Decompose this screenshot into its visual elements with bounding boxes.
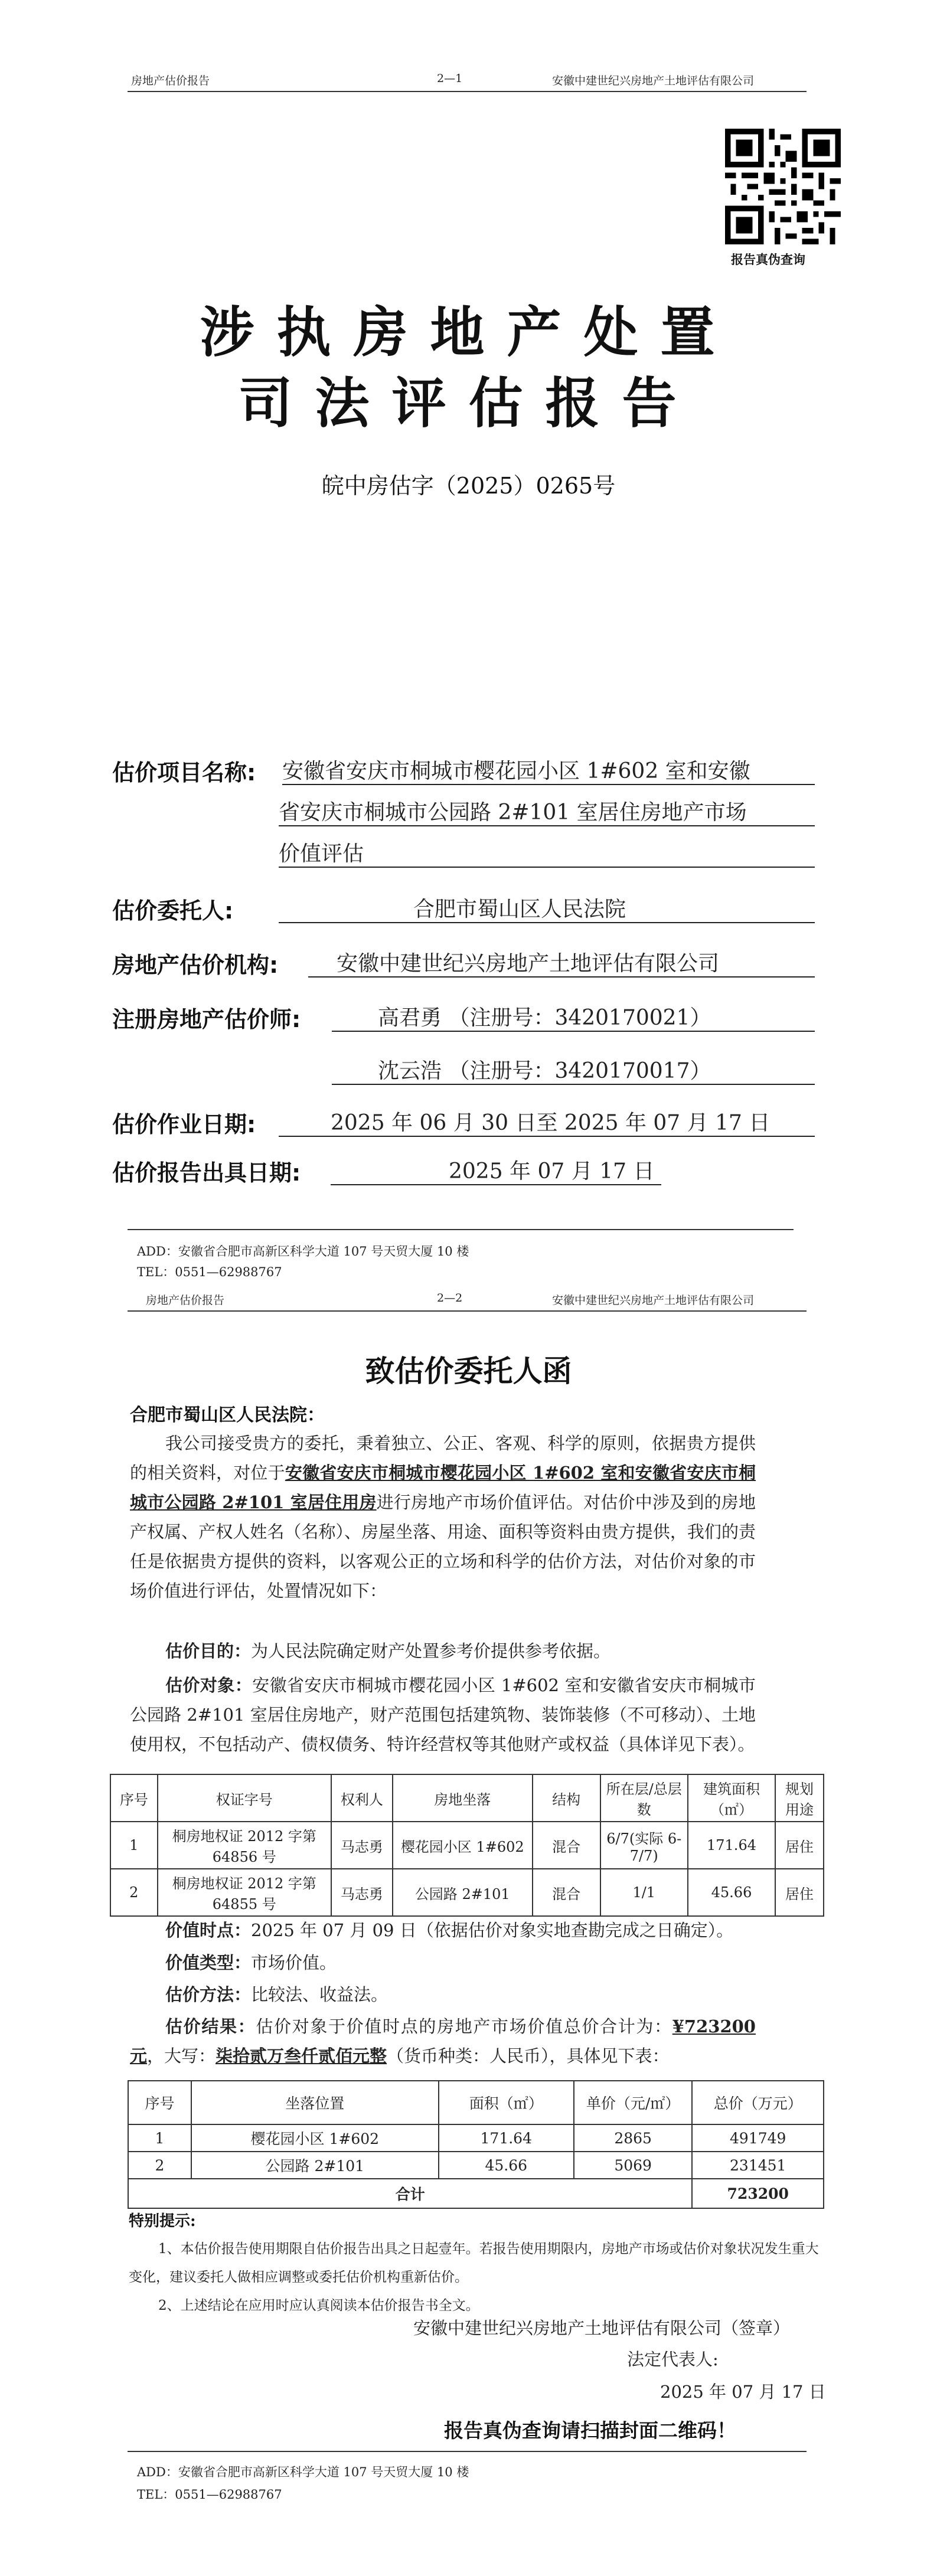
- project-underline3: [279, 867, 815, 868]
- appraiser-label: 注册房地产估价师:: [112, 1006, 301, 1032]
- notes-title: 特别提示:: [129, 2212, 196, 2230]
- cell: 混合: [533, 1822, 600, 1869]
- agency-value: 安徽中建世纪兴房地产土地评估有限公司: [337, 952, 720, 976]
- addressee: 合肥市蜀山区人民法院：: [130, 1405, 325, 1426]
- cell: 491749: [692, 2124, 824, 2152]
- cell: 6/7(实际 6-7/7): [600, 1822, 688, 1869]
- project-underline2: [279, 825, 815, 826]
- agency-underline: [308, 976, 815, 978]
- issuedate-label: 估价报告出具日期:: [112, 1160, 301, 1186]
- cell: 公园路 2#101: [191, 2152, 439, 2179]
- appraiser-2: 沈云浩 （注册号：3420170017）: [378, 1059, 711, 1083]
- total-value: 723200: [692, 2179, 824, 2208]
- cell: 混合: [533, 1869, 600, 1916]
- th-location: 房地坐落: [393, 1774, 533, 1822]
- th-owner: 权利人: [331, 1774, 393, 1822]
- cell: 1: [110, 1822, 158, 1869]
- verify-note: 报告真伪查询请扫描封面二维码！: [444, 2419, 736, 2442]
- cell: 1/1: [600, 1869, 688, 1916]
- workdate-underline: [279, 1136, 815, 1137]
- header-page-number: 2—1: [437, 72, 463, 85]
- header-right: 安徽中建世纪兴房地产土地评估有限公司: [552, 74, 755, 87]
- cell: 公园路 2#101: [393, 1869, 533, 1916]
- th-cert: 权证字号: [158, 1774, 331, 1822]
- legal-representative: 法定代表人:: [627, 2349, 719, 2369]
- note-2: 2、上述结论在应用时应认真阅读本估价报告书全文。: [158, 2298, 479, 2313]
- report-title-line2: 司法评估报告: [238, 372, 699, 435]
- appraiser1-underline: [332, 1031, 815, 1032]
- table-row: [128, 2124, 824, 2152]
- header-rule: [128, 91, 807, 92]
- client-value: 合肥市蜀山区人民法院: [413, 897, 626, 921]
- report-title-line1: 涉执房地产处置: [200, 301, 737, 364]
- signature-date: 2025 年 07 月 17 日: [660, 2382, 826, 2402]
- th-usage: 规划用途: [775, 1774, 824, 1822]
- cell: 171.64: [439, 2124, 574, 2152]
- cell: 45.66: [688, 1869, 775, 1916]
- cell: 2: [110, 1869, 158, 1916]
- footer-rule-2: [128, 2451, 807, 2452]
- table-row: [110, 1822, 824, 1869]
- th-area: 建筑面积（㎡）: [688, 1774, 775, 1822]
- report-number: 皖中房估字（2025）0265号: [321, 473, 616, 499]
- footer-tel: TEL：0551—62988767: [137, 1265, 282, 1279]
- cell: 居住: [775, 1869, 824, 1916]
- header-right-2: 安徽中建世纪兴房地产土地评估有限公司: [552, 1294, 755, 1307]
- th-structure: 结构: [533, 1774, 600, 1822]
- footer-address-2: ADD：安徽省合肥市高新区科学大道 107 号天贸大厦 10 楼: [137, 2465, 469, 2479]
- qr-caption: 报告真伪查询: [731, 252, 805, 267]
- th-floor: 所在层/总层数: [600, 1774, 688, 1822]
- project-line2: 省安庆市桐城市公园路 2#101 室居住房地产市场: [279, 800, 747, 825]
- project-line1: 安徽省安庆市桐城市樱花园小区 1#602 室和安徽: [282, 759, 750, 783]
- cell: 马志勇: [331, 1869, 393, 1916]
- cell: 居住: [775, 1822, 824, 1869]
- cell: 231451: [692, 2152, 824, 2179]
- project-line3: 价值评估: [279, 842, 364, 866]
- header-page-number-2: 2—2: [437, 1292, 463, 1305]
- project-label: 估价项目名称:: [112, 760, 256, 786]
- th-location: 坐落位置: [191, 2081, 439, 2124]
- project-underline1: [282, 784, 815, 785]
- issuedate-underline: [331, 1184, 661, 1185]
- total-row: [128, 2179, 824, 2208]
- cell: 45.66: [439, 2152, 574, 2179]
- footer-tel-2: TEL：0551—62988767: [137, 2487, 282, 2502]
- value-type-line: 价值类型：市场价值。: [165, 1953, 337, 1973]
- intro-paragraph: 我公司接受贵方的委托，秉着独立、公正、客观、科学的原则，依据贵方提供的相关资料，对位于安徽省安庆市桐城市樱花园小区 1#602 室和安徽省安庆市桐城市公园路 2#101 室居住用房进行房地产市场价值评估。对估价中涉及到的房地产权属、产权人姓名（名称）、房屋坐落、用途、面积等资料由贵方提供，我们的责任是依据贵方提供的资料，以客观公正的立场和科学的估价方法，对估价对象的市场价值进行评估，处置情况如下：: [130, 1433, 756, 1601]
- cell: 马志勇: [331, 1822, 393, 1869]
- note-1: 1、本估价报告使用期限自估价报告出具之日起壹年。若报告使用期限内，房地产市场或估价对象状况发生重大变化，建议委托人做相应调整或委托估价机构重新估价。: [129, 2241, 819, 2285]
- cell: 樱花园小区 1#602: [191, 2124, 439, 2152]
- result-paragraph: 估价结果：估价对象于价值时点的房地产市场价值总价合计为：¥723200 元，大写：柒拾贰万叁仟贰佰元整（货币种类：人民币），具体见下表：: [130, 2016, 756, 2066]
- qr-code-icon[interactable]: [725, 129, 841, 244]
- issuedate-value: 2025 年 07 月 17 日: [449, 1159, 655, 1184]
- cell: 2865: [574, 2124, 693, 2152]
- header-left: 房地产估价报告: [131, 74, 210, 87]
- cell: 5069: [574, 2152, 693, 2179]
- client-label: 估价委托人:: [112, 898, 234, 924]
- footer-address: ADD：安徽省合肥市高新区科学大道 107 号天贸大厦 10 楼: [137, 1244, 469, 1258]
- method-line: 估价方法：比较法、收益法。: [165, 1985, 388, 2005]
- th-unit-price: 单价（元/㎡）: [574, 2081, 693, 2124]
- cell: 樱花园小区 1#602: [393, 1822, 533, 1869]
- th-seq: 序号: [110, 1774, 158, 1822]
- header-left-2: 房地产估价报告: [146, 1294, 225, 1307]
- header-rule-2: [128, 1310, 807, 1312]
- purpose-line: 估价目的：为人民法院确定财产处置参考价提供参考依据。: [165, 1641, 611, 1661]
- workdate-value: 2025 年 06 月 30 日至 2025 年 07 月 17 日: [331, 1111, 771, 1135]
- object-paragraph: 估价对象：安徽省安庆市桐城市樱花园小区 1#602 室和安徽省安庆市桐城市公园路 2#101 室居住房地产，财产范围包括建筑物、装饰装修（不可移动）、土地使用权，不包括动产、债权债务、特许经营权等其他财产或权益（具体详见下表）。: [130, 1675, 756, 1754]
- cell: 桐房地权证 2012 字第 64855 号: [158, 1869, 331, 1916]
- th-total-price: 总价（万元）: [692, 2081, 824, 2124]
- agency-label: 房地产估价机构:: [112, 952, 279, 978]
- cell: 171.64: [688, 1822, 775, 1869]
- appraiser-1: 高君勇 （注册号：3420170021）: [378, 1006, 711, 1030]
- appraiser2-underline: [332, 1084, 815, 1085]
- value-time-line: 价值时点：2025 年 07 月 09 日（依据估价对象实地查勘完成之日确定）。: [165, 1920, 734, 1940]
- workdate-label: 估价作业日期:: [112, 1112, 256, 1137]
- footer-rule-1: [128, 1229, 794, 1230]
- total-label: 合计: [128, 2179, 692, 2208]
- th-seq: 序号: [128, 2081, 191, 2124]
- property-table: [110, 1774, 824, 1917]
- table-row: [110, 1869, 824, 1916]
- cell: 2: [128, 2152, 191, 2179]
- table-row: [128, 2152, 824, 2179]
- valuation-table: [128, 2080, 824, 2209]
- cell: 桐房地权证 2012 字第 64856 号: [158, 1822, 331, 1869]
- client-underline: [279, 922, 815, 923]
- th-area: 面积（㎡）: [439, 2081, 574, 2124]
- signature-company: 安徽中建世纪兴房地产土地评估有限公司（签章）: [413, 2318, 791, 2338]
- cell: 1: [128, 2124, 191, 2152]
- letter-title: 致估价委托人函: [365, 1354, 572, 1388]
